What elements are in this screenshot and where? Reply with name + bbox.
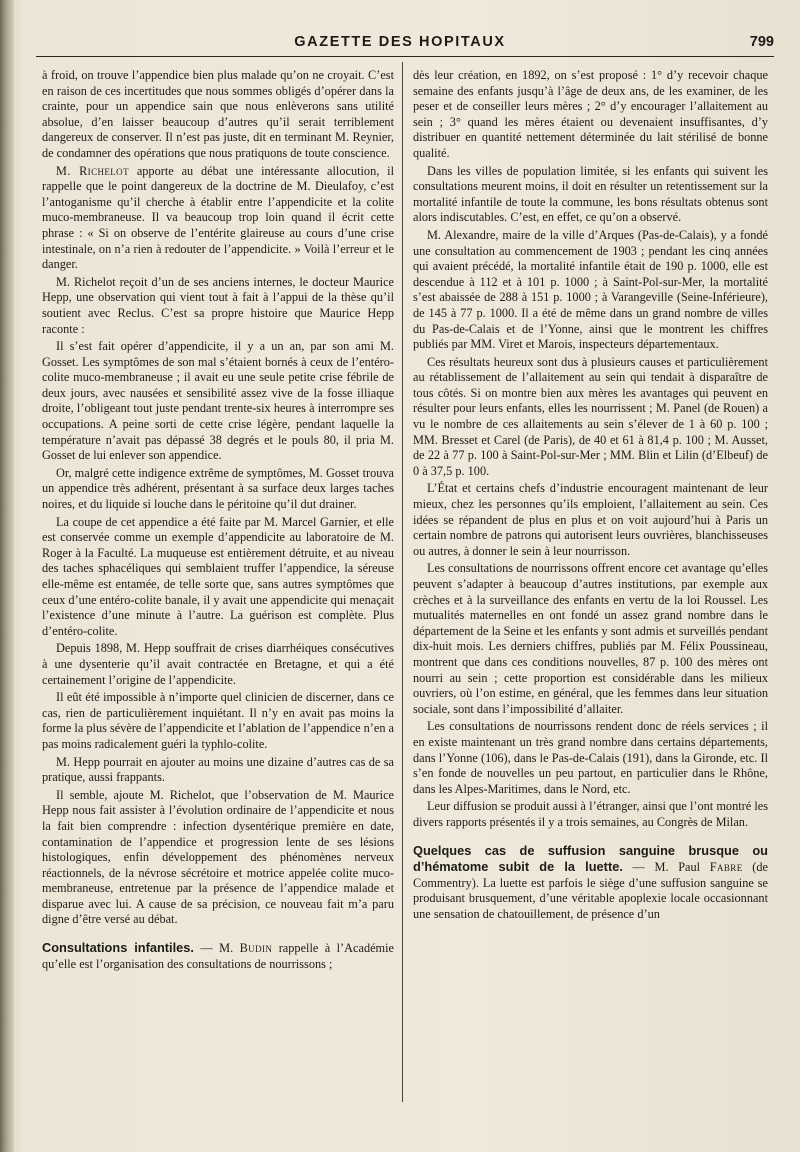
section-paragraph <box>42 940 394 972</box>
paragraph <box>42 164 394 273</box>
paragraph-text: apporte au débat une intéressante allocution, il rappelle que le point dangereux de la doctrine de M. Dieulafoy, c’est l’antoganisme qu’il cherche à établir entre l’appendicite et la colite muco-membraneuse. Il va beaucoup trop loin quand il écrit cette phrase : « Si on observe de l’entérite glaireuse au cours d’une crise intestinale, on n’a rien à redouter de l’appendicite. » Voilà l’erreur et le danger. <box>42 163 394 272</box>
section-spacer <box>42 930 394 940</box>
paragraph: Or, malgré cette indigence extrême de symptômes, M. Gosset trouva un appendice très adhérent, présentant à sa surface deux larges taches noires, et du liquide si louche dans le péritoine qu’il dut drainer. <box>42 465 394 512</box>
paragraph: Dans les villes de population limitée, si les enfants qui suivent les consultations meurent moins, il doit en résulter un retentissement sur la mortalité infantile de toute la commune, les bons résultats obtenus sont alors indiscutables. C’est, en effet, ce qu’on a observé. <box>413 163 768 225</box>
journal-title: GAZETTE DES HOPITAUX <box>294 34 506 50</box>
section-heading: Consultations infantiles. <box>42 940 194 956</box>
paragraph: Ces résultats heureux sont dus à plusieurs causes et particulièrement au rétablissement de l’allaitement au sein qui tendait à disparaître de tous côtés. Si on montre bien aux mères les avantages qui peuvent en résulter pour leurs enfants, elles les nourrissent ; M. Panel (de Rouen) a vu le nombre de ces allaitements au sein s’élever de 1 à 60 p. 100 ; MM. Bresset et Carel (de Paris), de 40 et 61 à 81,4 p. 100 ; M. Ausset, de 22 à 77 p. 100 à Saint-Pol-sur-Mer ; MM. Blin et Lilin (d’Elbeuf) de 0 à 37,5 p. 100. <box>413 354 768 478</box>
paragraph: M. Alexandre, maire de la ville d’Arques (Pas-de-Calais), y a fondé une consultation au commencement de 1903 ; pendant les cinq années qui avaient précédé, la mortalité infantile était de 190 p. 1000, elle est descendue à 112 et à 101 p. 1000 ; à Saint-Pol-sur-Mer, la mortalité s’est abaissée de 288 à 151 p. 1000 ; à Varangeville (Seine-Inférieure), de 145 à 77 p. 1000. Il a été de même dans un grand nombre de villes du Pas-de-Calais et de l’Yonne, ainsi que le montrent les chiffres publiés par MM. Viret et Marois, inspecteurs départementaux. <box>413 227 768 352</box>
paragraph-text: (de Commentry). La luette est parfois le siège d’une suffusion sanguine se produisant brusquement, d’une véritable apoplexie locale occasionnant une sensation de chatouillement, de présence d’un <box>413 860 768 921</box>
paragraph: M. Hepp pourrait en ajouter au moins une dizaine d’autres cas de sa pratique, aussi frappants. <box>42 754 394 785</box>
paragraph: Il eût été impossible à n’importe quel clinicien de discerner, dans ce cas, rien de particulièrement inquiétant. Il n’y en avait pas moins la forme la plus sévère de l’appendicite et l’ablation de l’appendice n’en a pas moins radicalement guéri la typhlo-colite. <box>42 690 395 751</box>
paragraph: Depuis 1898, M. Hepp souffrait de crises diarrhéiques consécutives à une dysenterie qu’il avait contractée en Bretagne, et qui a été certainement l’origine de l’appendicite. <box>42 641 394 687</box>
paragraph: à froid, on trouve l’appendice bien plus malade qu’on ne croyait. C’est en raison de ces incertitudes que nous sommes obligés d’opérer dans la crainte, pour un appendice sain que nous enlèverons sans utilité absolue, d’en laisser beaucoup d’autres qu’il serait terriblement dangereux de conserver. Il n’est pas juste, dit en terminant M. Reynier, de condamner des opérations que nous pratiquons de toute conscience. <box>42 68 394 160</box>
right-column <box>413 68 768 924</box>
paragraph: Les consultations de nourrissons rendent donc de réels services ; il en existe maintenant un très grand nombre dans certains départements, dans l’Yonne (106), dans le Pas-de-Calais (191), dans la Gironde, etc. Il s’en fonde de nouvelles un peu partout, en particulier dans le Rhône, dans les Alpes-Maritimes, dans le Nord, etc. <box>413 719 768 796</box>
section-dash: — M. <box>193 941 240 956</box>
paragraph: L’État et certains chefs d’industrie encouragent maintenant de leur mieux, chez les personnes qu’ils emploient, l’allaitement au sein. Ces idées se répandent de plus en plus et on voit aujourd’hui à Paris un certain nombre de patrons qui autorisent leurs ouvrières, blanchisseuses ou autres, à donner le sein à leur nourrisson. <box>413 481 768 558</box>
section-paragraph <box>413 843 768 923</box>
section-dash: — M. Paul <box>622 860 710 875</box>
paragraph: Il semble, ajoute M. Richelot, que l’observation de M. Maurice Hepp nous fait assister à l’évolution ordinaire de l’appendicite et nous la fait bien comprendre : infection dysentérique première en date, contamination de l’appendice et progression lente de ses lésions histologiques, enfin développement des phénomènes nerveux réactionnels, de la névrose sécrétoire et motrice appelée colite muco-membraneuse, entretenue par la présence de l’appendice malade et disparue avec lui. A cause de sa précision, ce nouveau fait m’a paru digne d’être versé au débat. <box>42 787 394 927</box>
paragraph-text: rappelle à l’Académie qu’elle est l’organisation des consultations de nourrissons ; <box>42 941 394 971</box>
section-heading: Quelques cas de suffusion sanguine brusque ou d’hématome subit de la luette. <box>413 842 768 875</box>
column-divider <box>402 62 403 1102</box>
page-number: 799 <box>749 34 774 50</box>
paragraph: Il s’est fait opérer d’appendicite, il y a un an, par son ami M. Gosset. Les symptômes de son mal s’étaient bornés à ceux de l’entéro-colite muco-membraneuse ; il avait eu une seule petite crise fébrile de deux jours, avec nausées et sensibilité assez vive de la fosse illiaque droite, l’obligeant tout juste pendant trente-six heures à interrompre ses occupations. A peine sorti de cette crise légère, pendant laquelle la température n’avait pas dépassé 38 degrés et le pouls 80, il pria M. Gosset de lui enlever son appendice. <box>42 339 394 463</box>
paragraph: La coupe de cet appendice a été faite par M. Marcel Garnier, et elle est conservée comme un exemple d’appendicite au laboratoire de M. Roger à la Faculté. La muqueuse est entièrement détruite, et au niveau des taches sphacéliques qui semblaient truffer l’appendice, la séreuse elle-même est entamée, de telle sorte que, sans autres symptômes que ceux d’une entéro-colite banale, il y avait une appendicite qui menaçait l’existence d’une minute à l’autre. La guérison est complète. Plus d’entéro-colite. <box>42 514 394 638</box>
section-spacer <box>413 833 768 843</box>
paragraph: Les consultations de nourrissons offrent encore cet avantage qu’elles peuvent s’adapter à beaucoup d’autres institutions, par exemple aux crèches et à la surveillance des enfants en vertu de la loi Roussel. Les mutualités maternelles en ont fondé un assez grand nombre dans le département de la Seine et les enfants y sont admis et surveillés pendant dix-huit mois. Les derniers chiffres, publiés par M. Félix Poussineau, montrent que dans ces conditions nouvelles, 87 p. 100 des mères ont nourri au sein ; cette proportion est considérable dans les milieux ouvriers, où l’on estime, en général, que les femmes dans leur situation sociale, sont dans l’impossibilité d’allaiter. <box>413 561 768 716</box>
paragraph: M. Richelot reçoit d’un de ses anciens internes, le docteur Maurice Hepp, une observation qui vient tout à fait à l’appui de la thèse qu’il soutient avec Reclus. C’est sa propre histoire que Maurice Hepp raconte : <box>42 274 394 336</box>
left-column <box>42 68 394 974</box>
speaker-name: Budin <box>239 941 273 956</box>
page-binding-edge <box>0 0 14 1152</box>
speaker-name: Fabre <box>709 860 743 875</box>
paragraph: Leur diffusion se produit aussi à l’étranger, ainsi que l’ont montré les divers rapports présentés il y a trois semaines, au Congrès de Milan. <box>413 799 768 829</box>
header-rule <box>36 56 774 57</box>
speaker-name: M. Richelot <box>56 163 129 178</box>
paragraph: dès leur création, en 1892, on s’est proposé : 1° d’y recevoir chaque semaine des enfants jusqu’à l’âge de deux ans, de les examiner, de les peser et de conseiller leurs mères ; 2° d’y encourager l’allaitement au sein ; 3° quand les mères étaient ou devenaient insuffisantes, d’y distribuer en quantité nettement déterminée du lait stérilisé de bonne qualité. <box>413 68 768 160</box>
